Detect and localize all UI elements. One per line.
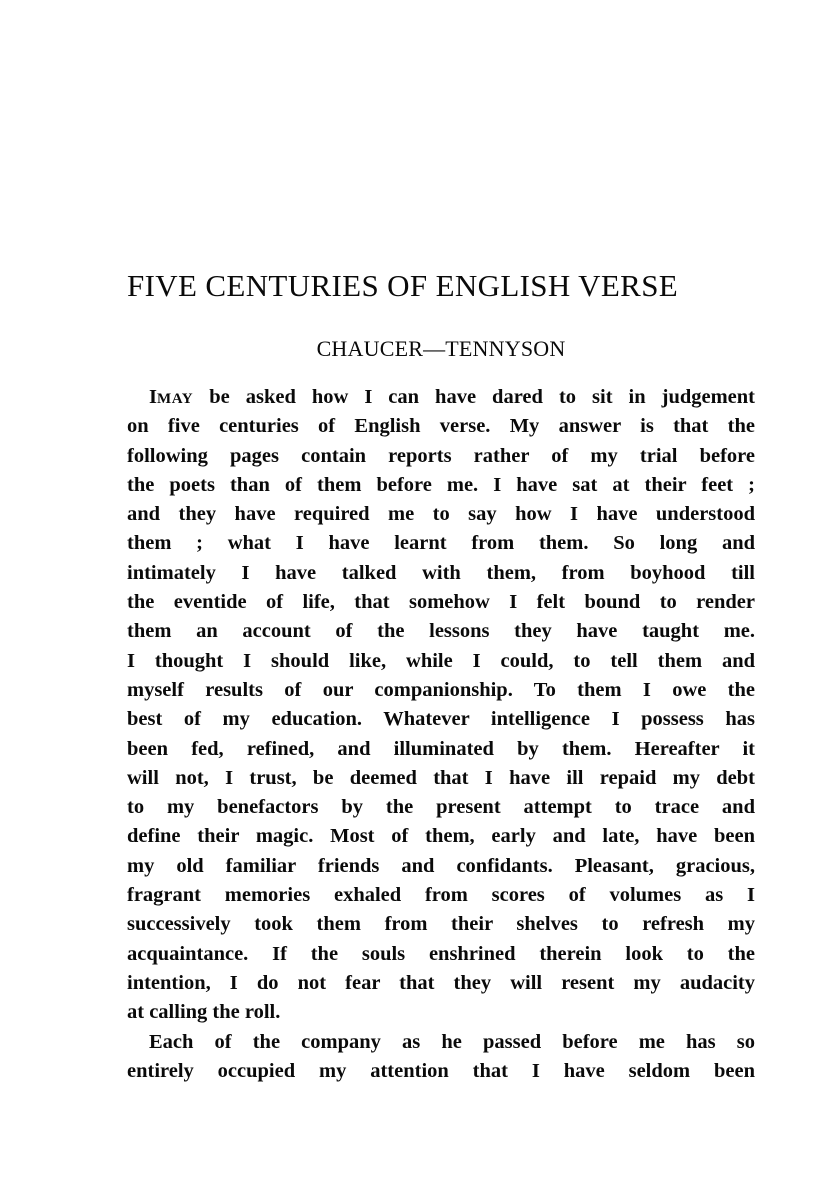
text-line: I thought I should like, while I could, to tell them and (127, 649, 755, 672)
text-line: fragrant memories exhaled from scores of volumes as I (127, 884, 755, 907)
text-line: entirely occupied my attention that I have seldom been (127, 1059, 755, 1082)
text-line: define their magic. Most of them, early and late, have been (127, 825, 755, 848)
text-line-content: be asked how I can have dared to sit in judgement (193, 386, 755, 408)
text-line: will not, I trust, be deemed that I have ill repaid my debt (127, 766, 755, 789)
text-line: them ; what I have learnt from them. So long and (127, 532, 755, 555)
text-line: on five centuries of English verse. My answer is that the (127, 415, 755, 438)
text-line: myself results of our companionship. To them I owe the (127, 678, 755, 701)
text-line: Each of the company as he passed before me has so (149, 1030, 755, 1053)
text-line (127, 383, 755, 412)
text-line: my old familiar friends and confidants. Pleasant, gracious, (127, 854, 755, 877)
page-title: FIVE CENTURIES OF ENGLISH VERSE (127, 268, 679, 303)
text-line: intimately I have talked with them, from boyhood till (127, 561, 755, 584)
text-line: the poets than of them before me. I have sat at their feet ; (127, 473, 755, 496)
text-line: acquaintance. If the souls enshrined therein look to the (127, 942, 755, 965)
opening-word-small-caps: MAY (156, 391, 194, 407)
body-text (127, 383, 755, 1086)
page-subtitle: CHAUCER—TENNYSON (316, 336, 566, 361)
text-line: following pages contain reports rather of my trial before (127, 444, 755, 467)
opening-word-initial: I (149, 386, 157, 408)
text-line: the eventide of life, that somehow I felt bound to render (127, 591, 755, 614)
text-line: and they have required me to say how I have understood (127, 503, 755, 526)
text-line: best of my education. Whatever intelligence I possess has (127, 708, 755, 731)
text-line: to my benefactors by the present attempt to trace and (127, 796, 755, 819)
text-line: been fed, refined, and illuminated by them. Hereafter it (127, 737, 755, 760)
text-line: intention, I do not fear that they will resent my audacity (127, 971, 755, 994)
text-line: them an account of the lessons they have taught me. (127, 620, 755, 643)
text-line: successively took them from their shelves to refresh my (127, 913, 755, 936)
text-line: at calling the roll. (127, 1001, 281, 1024)
